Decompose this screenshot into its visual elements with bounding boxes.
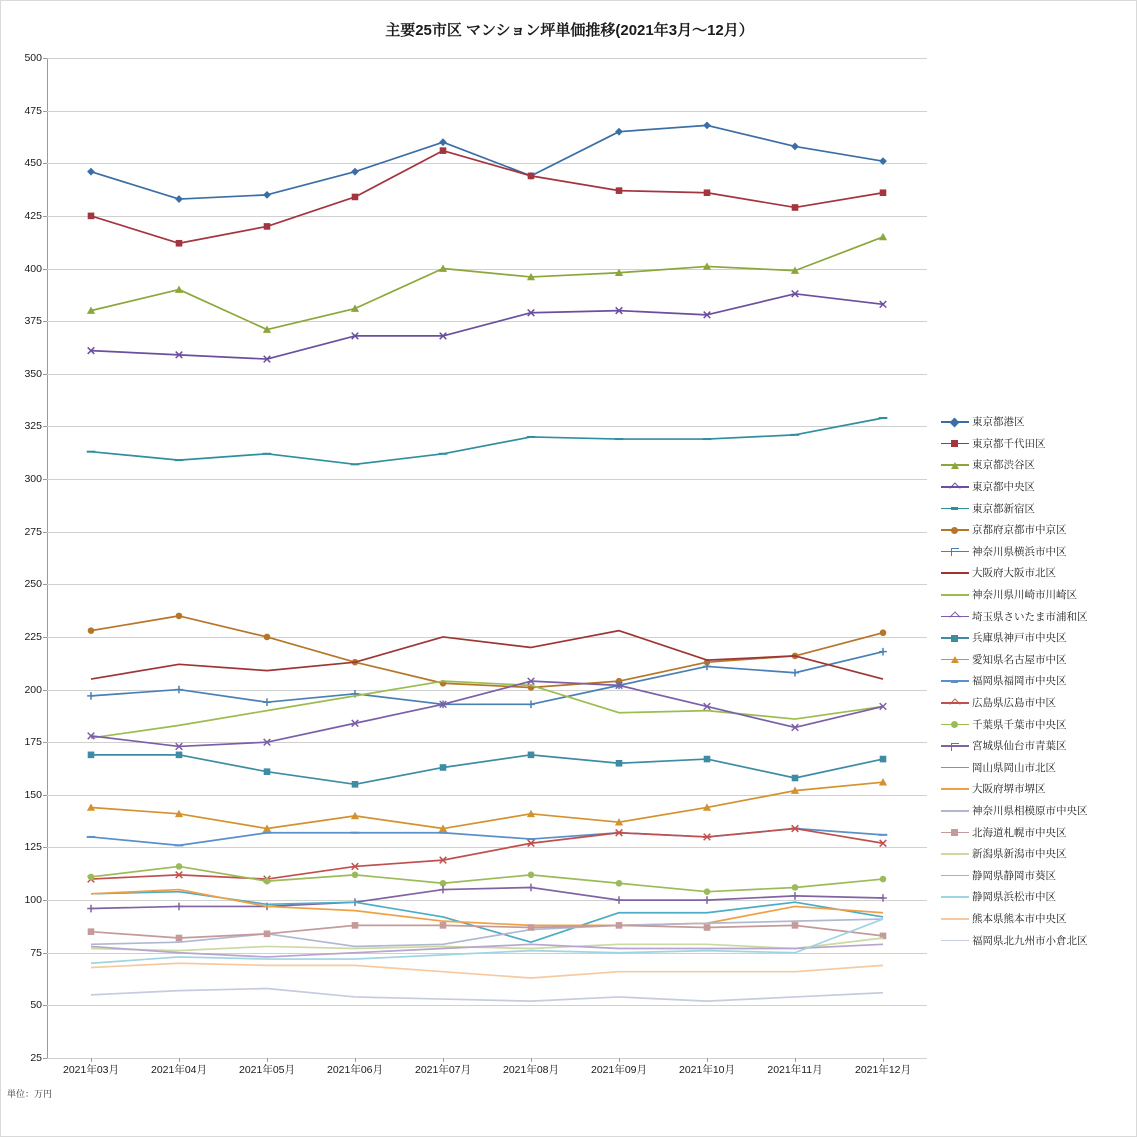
legend-swatch-icon [941,783,969,795]
y-axis-tick-label: 325 [24,420,42,433]
legend-item[interactable] [941,735,1131,757]
legend-swatch-icon [941,481,969,493]
y-axis-tick-label: 400 [24,262,42,275]
series-3 [88,290,887,362]
legend-label: 愛知県名古屋市中区 [972,653,1067,666]
series-5 [88,613,887,691]
legend-label: 神奈川県相模原市中央区 [972,804,1088,817]
chart-title: 主要25市区 マンション坪単価推移(2021年3月〜12月） [385,22,754,39]
legend-label: 埼玉県さいたま市浦和区 [972,610,1088,623]
legend-item[interactable] [941,649,1131,671]
series-19 [88,922,887,941]
legend-item[interactable] [941,908,1131,930]
legend-item[interactable] [941,605,1131,627]
legend-label: 神奈川県横浜市中区 [972,545,1067,558]
x-axis-tick-label: 2021年05月 [238,1064,296,1076]
y-axis-tick-label: 275 [24,525,42,538]
y-axis-tick-label: 200 [24,683,42,696]
legend-swatch-icon [941,718,969,730]
y-axis-tick-label: 375 [24,315,42,328]
x-tick [619,1058,620,1062]
legend-swatch-icon [941,804,969,816]
legend-swatch-icon [941,632,969,644]
y-axis-tick-label: 300 [24,473,42,486]
x-tick [267,1058,268,1062]
series-9 [88,678,887,750]
legend-label: 東京都新宿区 [972,502,1035,515]
y-tick [43,1058,47,1059]
x-axis-tick-label: 2021年03月 [62,1064,120,1076]
x-tick [795,1058,796,1062]
legend-label: 東京都港区 [972,416,1025,429]
legend-swatch-icon [941,740,969,752]
legend-swatch-icon [941,545,969,557]
x-axis-tick-label: 2021年09月 [590,1064,648,1076]
x-tick [883,1058,884,1062]
legend-swatch-icon [941,912,969,924]
y-axis-tick-label: 350 [24,367,42,380]
legend-swatch-icon [941,934,969,946]
legend-swatch-icon [941,848,969,860]
legend-item[interactable] [941,541,1131,563]
legend-item[interactable] [941,713,1131,735]
legend-label: 神奈川県川崎市川崎区 [972,589,1077,602]
y-axis-tick-label: 225 [24,630,42,643]
legend-item[interactable] [941,929,1131,951]
legend-label: 千葉県千葉市中央区 [972,718,1067,731]
y-axis-tick-label: 175 [24,736,42,749]
legend-swatch-icon [941,653,969,665]
series-lines [47,58,927,1058]
series-11 [87,778,887,832]
plot-area [24,52,927,1076]
legend-swatch-icon [941,437,969,449]
legend-label: 広島県広島市中区 [972,697,1056,710]
legend-item[interactable] [941,778,1131,800]
chart-legend [941,411,1131,951]
legend-item[interactable] [941,476,1131,498]
legend-label: 東京都中央区 [972,481,1035,494]
legend-label: 静岡県静岡市葵区 [972,869,1056,882]
legend-swatch-icon [941,826,969,838]
legend-label: 福岡県福岡市中央区 [972,675,1067,688]
legend-label: 宮城県仙台市青葉区 [972,740,1067,753]
legend-item[interactable] [941,670,1131,692]
x-axis-tick-label: 2021年08月 [502,1064,560,1076]
series-24 [91,989,883,1002]
x-tick [707,1058,708,1062]
legend-item[interactable] [941,411,1131,433]
legend-label: 福岡県北九州市小倉北区 [972,934,1088,947]
y-axis-tick-label: 475 [24,104,42,117]
series-2 [87,233,887,333]
series-17 [91,890,883,926]
legend-item[interactable] [941,757,1131,779]
legend-swatch-icon [941,459,969,471]
y-axis-tick-label: 125 [24,841,42,854]
legend-label: 大阪府大阪市北区 [972,567,1056,580]
x-axis-tick-label: 2021年11月 [767,1064,823,1076]
legend-swatch-icon [941,416,969,428]
x-tick [443,1058,444,1062]
series-16 [91,892,883,943]
legend-swatch-icon [941,869,969,881]
y-axis-tick-label: 250 [24,578,42,591]
legend-item[interactable] [941,843,1131,865]
x-axis-tick-label: 2021年12月 [854,1064,912,1076]
legend-swatch-icon [941,761,969,773]
series-14 [88,863,887,895]
legend-swatch-icon [941,675,969,687]
legend-item[interactable] [941,627,1131,649]
legend-label: 熊本県熊本市中央区 [972,912,1067,925]
legend-swatch-icon [941,610,969,622]
legend-item[interactable] [941,821,1131,843]
x-axis-tick-label: 2021年06月 [326,1064,384,1076]
legend-label: 京都府京都市中京区 [972,524,1067,537]
series-23 [91,963,883,978]
legend-swatch-icon [941,567,969,579]
legend-label: 兵庫県神戸市中央区 [972,632,1067,645]
legend-swatch-icon [941,502,969,514]
legend-item[interactable] [941,692,1131,714]
legend-item[interactable] [941,800,1131,822]
x-axis-tick-label: 2021年04月 [150,1064,208,1076]
series-4 [87,417,888,465]
legend-swatch-icon [941,589,969,601]
legend-label: 北海道札幌市中央区 [972,826,1067,839]
x-axis-tick-label: 2021年07月 [414,1064,472,1076]
y-axis-tick-label: 25 [30,1052,42,1064]
legend-label: 大阪府堺市堺区 [972,783,1046,796]
x-tick [179,1058,180,1062]
legend-swatch-icon [941,524,969,536]
legend-swatch-icon [941,891,969,903]
legend-swatch-icon [941,697,969,709]
legend-item[interactable] [941,584,1131,606]
y-axis-tick-label: 425 [24,209,42,222]
y-axis-tick-label: 500 [24,52,42,64]
legend-item[interactable] [941,562,1131,584]
unit-note: 単位：万円 [7,1089,53,1099]
legend-item[interactable] [941,433,1131,455]
legend-label: 岡山県岡山市北区 [972,761,1056,774]
legend-item[interactable] [941,886,1131,908]
y-axis-tick-label: 100 [24,894,42,907]
y-axis-tick-label: 150 [24,788,42,801]
x-tick [531,1058,532,1062]
series-13 [88,825,887,882]
y-axis-tick-label: 50 [30,999,42,1012]
legend-label: 東京都渋谷区 [972,459,1035,472]
legend-item[interactable] [941,864,1131,886]
x-tick [91,1058,92,1062]
legend-item[interactable] [941,497,1131,519]
series-7 [91,631,883,679]
y-axis-tick-label: 450 [24,157,42,170]
legend-item[interactable] [941,519,1131,541]
series-8 [91,681,883,738]
series-0 [87,121,887,202]
legend-label: 静岡県浜松市中区 [972,891,1056,904]
x-tick [355,1058,356,1062]
legend-label: 東京都千代田区 [972,437,1046,450]
series-10 [88,752,887,788]
x-axis-tick-label: 2021年10月 [678,1064,736,1076]
legend-label: 新潟県新潟市中央区 [972,848,1067,861]
y-axis-tick-label: 75 [30,946,42,959]
legend-item[interactable] [941,454,1131,476]
